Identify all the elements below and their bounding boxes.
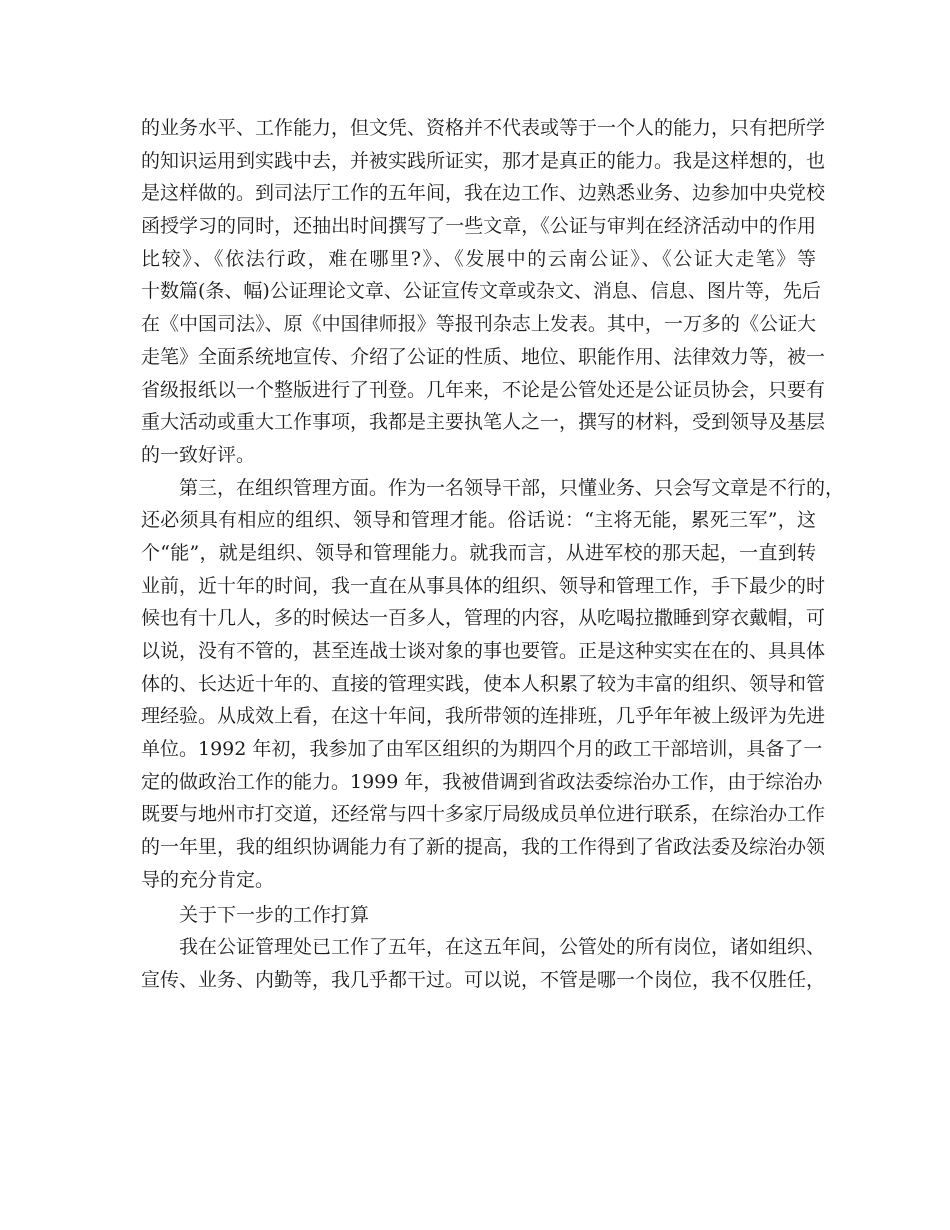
text-line: 候也有十几人，多的时候达一百多人，管理的内容，从吃喝拉撒睡到穿衣戴帽，可 — [141, 607, 826, 630]
text-line: 是这样做的。到司法厅工作的五年间，我在边工作、边熟悉业务、边参加中央党校 — [141, 182, 826, 205]
text-line: 导的充分肯定。 — [141, 868, 275, 891]
text-line: 省级报纸以一个整版进行了刊登。几年来，不论是公管处还是公证员协会，只要有 — [141, 378, 826, 401]
text-line: 十数篇(条、幅)公证理论文章、公证宣传文章或杂文、消息、信息、图片等，先后 — [141, 280, 821, 303]
text-line: 我在公证管理处已工作了五年，在这五年间，公管处的所有岗位，诸如组织、 — [179, 936, 826, 959]
section-heading: 关于下一步的工作打算 — [179, 903, 370, 926]
text-line: 的一致好评。 — [141, 443, 256, 466]
text-line: 还必须具有相应的组织、领导和管理才能。俗话说：“主将无能，累死三军”，这 — [141, 509, 816, 532]
text-line: 在《中国司法》、原《中国律师报》等报刊杂志上发表。其中，一万多的《公证大 — [141, 313, 816, 336]
text-line: 宣传、业务、内勤等，我几乎都干过。可以说，不管是哪一个岗位，我不仅胜任， — [141, 968, 826, 991]
text-line: 业前，近十年的时间，我一直在从事具体的组织、领导和管理工作，手下最少的时 — [141, 574, 826, 597]
text-line: 理经验。从成效上看，在这十年间，我所带领的连排班，几乎年年被上级评为先进 — [141, 705, 826, 728]
text-line: 函授学习的同时，还抽出时间撰写了一些文章，《公证与审判在经济活动中的作用 — [141, 215, 816, 238]
text-line: 重大活动或重大工作事项，我都是主要执笔人之一，撰写的材料，受到领导及基层 — [141, 411, 826, 434]
text-line: 比较》、《依法行政，难在哪里?》、《发展中的云南公证》、《公证大走笔》等 — [141, 247, 816, 270]
text-line: 以说，没有不管的，甚至连战士谈对象的事也要管。正是这种实实在在的、具具体 — [141, 640, 826, 662]
paragraph-2 — [141, 472, 845, 897]
text-line: 的一年里，我的组织协调能力有了新的提高，我的工作得到了省政法委及综治办领 — [141, 836, 826, 859]
text-line: 定的做政治工作的能力。1999 年，我被借调到省政法委综治办工作，由于综治办 — [141, 770, 823, 793]
text-line: 第三，在组织管理方面。作为一名领导干部，只懂业务、只会写文章是不行的， — [179, 476, 845, 499]
text-line: 个“能”，就是组织、领导和管理能力。就我而言，从进军校的那天起，一直到转 — [141, 541, 816, 564]
document-body — [141, 112, 845, 997]
paragraph-3 — [141, 931, 826, 996]
text-line: 体的、长达近十年的、直接的管理实践，使本人积累了较为丰富的组织、领导和管 — [141, 672, 826, 695]
text-line: 的知识运用到实践中去，并被实践所证实，那才是真正的能力。我是这样想的，也 — [141, 149, 826, 172]
text-line: 单位。1992 年初，我参加了由军区组织的为期四个月的政工干部培训，具备了一 — [141, 738, 823, 761]
text-line: 既要与地州市打交道，还经常与四十多家厅局级成员单位进行联系，在综治办工作 — [141, 803, 826, 826]
text-line: 走笔》全面系统地宣传、介绍了公证的性质、地位、职能作用、法律效力等，被一 — [141, 345, 826, 368]
paragraph-1 — [141, 112, 826, 472]
text-line: 的业务水平、工作能力，但文凭、资格并不代表或等于一个人的能力，只有把所学 — [141, 117, 826, 139]
